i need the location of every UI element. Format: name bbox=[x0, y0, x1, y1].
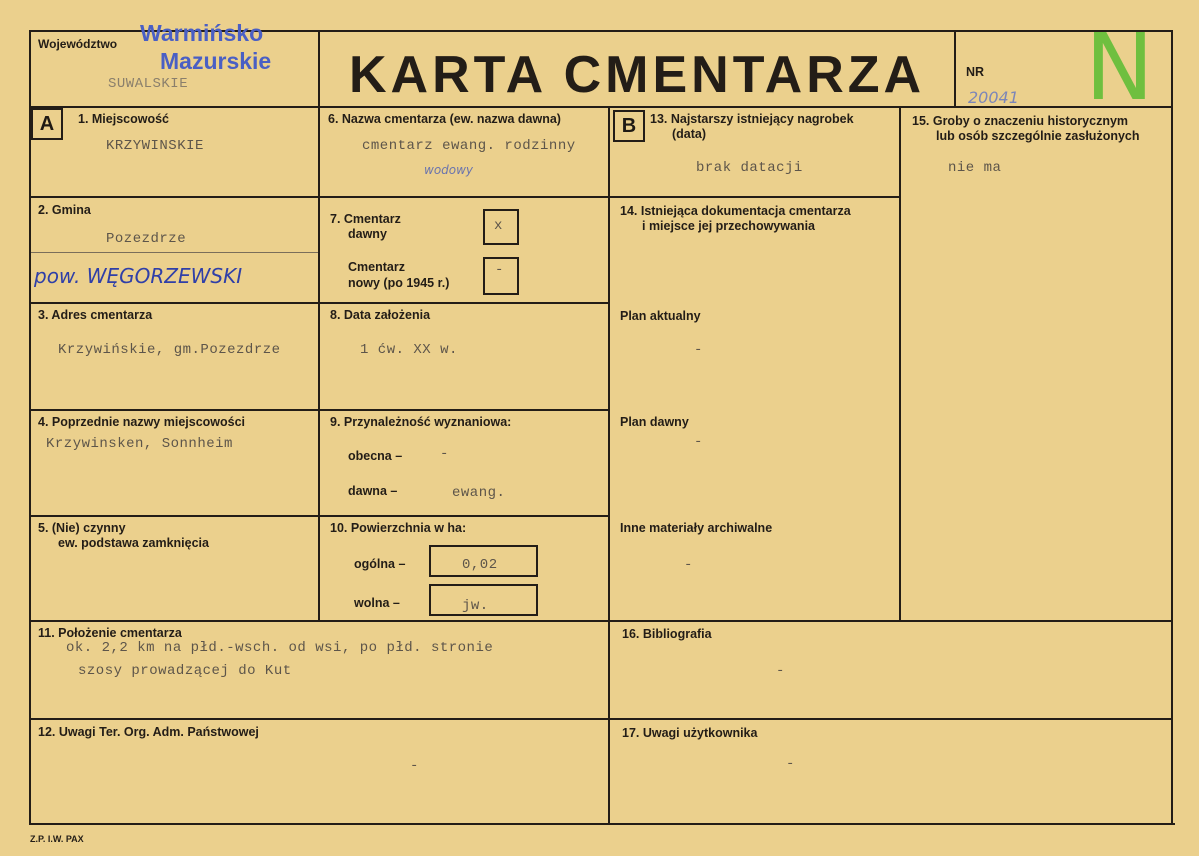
f12-value: - bbox=[410, 758, 419, 774]
f11-value-2: szosy prowadzącej do Kut bbox=[78, 663, 292, 679]
f2-value: Pozezdrze bbox=[106, 231, 187, 247]
wojewodztwo-label: Województwo bbox=[38, 37, 118, 51]
frame-right bbox=[1171, 30, 1173, 825]
inne-label: Inne materiały archiwalne bbox=[620, 521, 773, 535]
f9-dawna-label: dawna – bbox=[348, 484, 398, 498]
f10-wolna-value: jw. bbox=[462, 598, 489, 614]
f7b-checkbox bbox=[483, 257, 519, 295]
f7a-label: 7. Cmentarz bbox=[330, 212, 401, 226]
f10-ogolna-box bbox=[429, 545, 538, 577]
divider bbox=[899, 106, 901, 621]
f6-label: 6. Nazwa cmentarza (ew. nazwa dawna) bbox=[328, 112, 561, 126]
f10-wolna-label: wolna – bbox=[354, 596, 400, 610]
f16-label: 16. Bibliografia bbox=[622, 627, 712, 641]
plan-dawny-label: Plan dawny bbox=[620, 415, 689, 429]
f7a-checkbox bbox=[483, 209, 519, 245]
f13-value: brak datacji bbox=[696, 160, 803, 176]
f9-label: 9. Przynależność wyznaniowa: bbox=[330, 415, 512, 429]
f9-obecna-value: - bbox=[440, 446, 449, 462]
f16-value: - bbox=[776, 663, 785, 679]
f7a-label-sub: dawny bbox=[348, 227, 387, 241]
f1-value: KRZYWINSKIE bbox=[106, 138, 204, 154]
f15-value: nie ma bbox=[948, 160, 1002, 176]
f14-label-sub: i miejsce jej przechowywania bbox=[642, 219, 815, 233]
section-b-box: B bbox=[613, 110, 645, 142]
divider bbox=[608, 196, 899, 198]
page-title: KARTA CMENTARZA bbox=[349, 46, 926, 104]
f15-label-sub: lub osób szczególnie zasłużonych bbox=[936, 129, 1140, 143]
f17-value: - bbox=[786, 756, 795, 772]
f6-value: cmentarz ewang. rodzinny bbox=[362, 138, 576, 154]
nr-label: NR bbox=[966, 65, 985, 79]
divider bbox=[29, 620, 1171, 622]
printer-mark: Z.P. I.W. PAX bbox=[30, 834, 84, 844]
f17-label: 17. Uwagi użytkownika bbox=[622, 726, 758, 740]
wojewodztwo-typed: SUWALSKIE bbox=[108, 76, 189, 92]
f9-dawna-value: ewang. bbox=[452, 485, 506, 501]
f2-label: 2. Gmina bbox=[38, 203, 91, 217]
f13-label: 13. Najstarszy istniejący nagrobek bbox=[650, 112, 854, 126]
f1-label: 1. Miejscowość bbox=[78, 112, 170, 126]
f4-value: Krzywinsken, Sonnheim bbox=[46, 436, 233, 452]
divider bbox=[954, 30, 956, 108]
f10-ogolna-label: ogólna – bbox=[354, 557, 406, 571]
f5-label-sub: ew. podstawa zamknięcia bbox=[58, 536, 209, 550]
f11-label: 11. Położenie cmentarza bbox=[38, 626, 182, 640]
f3-label: 3. Adres cmentarza bbox=[38, 308, 153, 322]
f5-label: 5. (Nie) czynny bbox=[38, 521, 126, 535]
f10-ogolna-value: 0,02 bbox=[462, 557, 498, 573]
frame-bottom bbox=[29, 823, 1175, 825]
divider bbox=[318, 30, 320, 108]
divider bbox=[29, 718, 1171, 720]
plan-aktualny-label: Plan aktualny bbox=[620, 309, 701, 323]
divider bbox=[318, 106, 320, 621]
f11-value-1: ok. 2,2 km na płd.-wsch. od wsi, po płd. stronie bbox=[66, 640, 494, 656]
f7b-label: Cmentarz bbox=[348, 260, 405, 274]
f7b-value: - bbox=[495, 262, 504, 278]
stamp-line-2: Mazurskie bbox=[160, 48, 272, 74]
green-letter-mark: N bbox=[1085, 14, 1154, 121]
nr-value: 20041 bbox=[968, 88, 1019, 107]
divider bbox=[29, 302, 608, 304]
f10-wolna-box bbox=[429, 584, 538, 616]
frame-left bbox=[29, 30, 31, 825]
plan-aktualny-value: - bbox=[694, 342, 703, 358]
divider bbox=[29, 196, 608, 198]
f12-label: 12. Uwagi Ter. Org. Adm. Państwowej bbox=[38, 725, 259, 739]
f8-label: 8. Data założenia bbox=[330, 308, 431, 322]
plan-dawny-value: - bbox=[694, 434, 703, 450]
f7a-value: x bbox=[494, 218, 503, 234]
f8-value: 1 ćw. XX w. bbox=[360, 342, 458, 358]
section-a-box: A bbox=[31, 108, 63, 140]
f13-label-sub: (data) bbox=[672, 127, 707, 141]
divider bbox=[31, 252, 318, 253]
f10-label: 10. Powierzchnia w ha: bbox=[330, 521, 467, 535]
divider bbox=[29, 409, 608, 411]
f15-label: 15. Groby o znaczeniu historycznym bbox=[912, 114, 1129, 128]
inne-value: - bbox=[684, 557, 693, 573]
f3-value: Krzywińskie, gm.Pozezdrze bbox=[58, 342, 281, 358]
divider bbox=[29, 515, 608, 517]
f7b-label-sub: nowy (po 1945 r.) bbox=[348, 276, 450, 290]
f6-handwritten: wodowy bbox=[424, 163, 474, 177]
f14-label: 14. Istniejąca dokumentacja cmentarza bbox=[620, 204, 851, 218]
stamp-line-1: Warmińsko bbox=[140, 20, 264, 46]
f9-obecna-label: obecna – bbox=[348, 449, 403, 463]
f2-handwritten: pow. WĘGORZEWSKI bbox=[34, 264, 243, 288]
f4-label: 4. Poprzednie nazwy miejscowości bbox=[38, 415, 246, 429]
